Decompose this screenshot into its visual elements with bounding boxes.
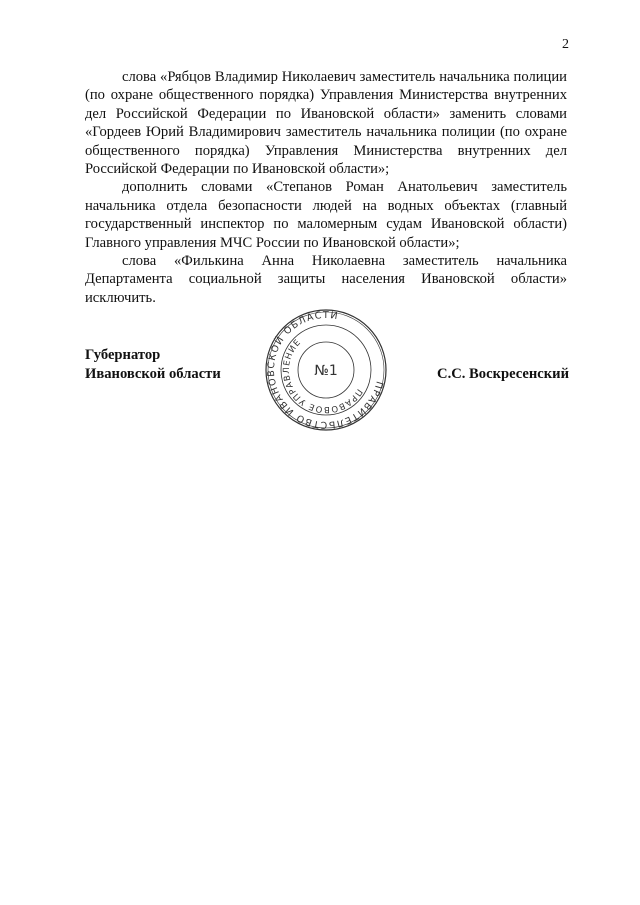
stamp-outer-text: ПРАВИТЕЛЬСТВО ИВАНОВСКОЙ ОБЛАСТИ	[265, 309, 385, 431]
body-text	[85, 68, 567, 307]
official-stamp	[264, 308, 388, 432]
signatory-position	[85, 346, 221, 384]
signatory-name: С.С. Воскресенский	[437, 366, 569, 382]
paragraph-replace-ryabtsov: слова «Рябцов Владимир Николаевич заместитель начальника полиции (по охране общественного порядка) Управления Министерства внутренних дел Российской Федерации по Ивановской области» заменить словами «Гордеев Юрий Владимирович заместитель начальника полиции (по охране общественного порядка) Управления Министерства внутренних дел Российской Федерации по Ивановской области»;	[85, 69, 567, 178]
signatory-title: Губернатор	[85, 347, 161, 363]
stamp-inner-text: ПРАВОВОЕ УПРАВЛЕНИЕ	[281, 337, 364, 415]
paragraph-remove-filkina: слова «Филькина Анна Николаевна заместитель начальника Департамента социальной защиты населения Ивановской области» исключить.	[85, 253, 567, 306]
stamp-number: №1	[314, 363, 338, 379]
paragraph-add-stepanov: дополнить словами «Степанов Роман Анатольевич заместитель начальника отдела безопасности людей на водных объектах (главный государственный инспектор по маломерным судам Ивановской области) Главного управления МЧС России по Ивановской области»;	[85, 179, 567, 251]
signatory-region: Ивановской области	[85, 366, 221, 382]
page-number: 2	[562, 37, 569, 52]
